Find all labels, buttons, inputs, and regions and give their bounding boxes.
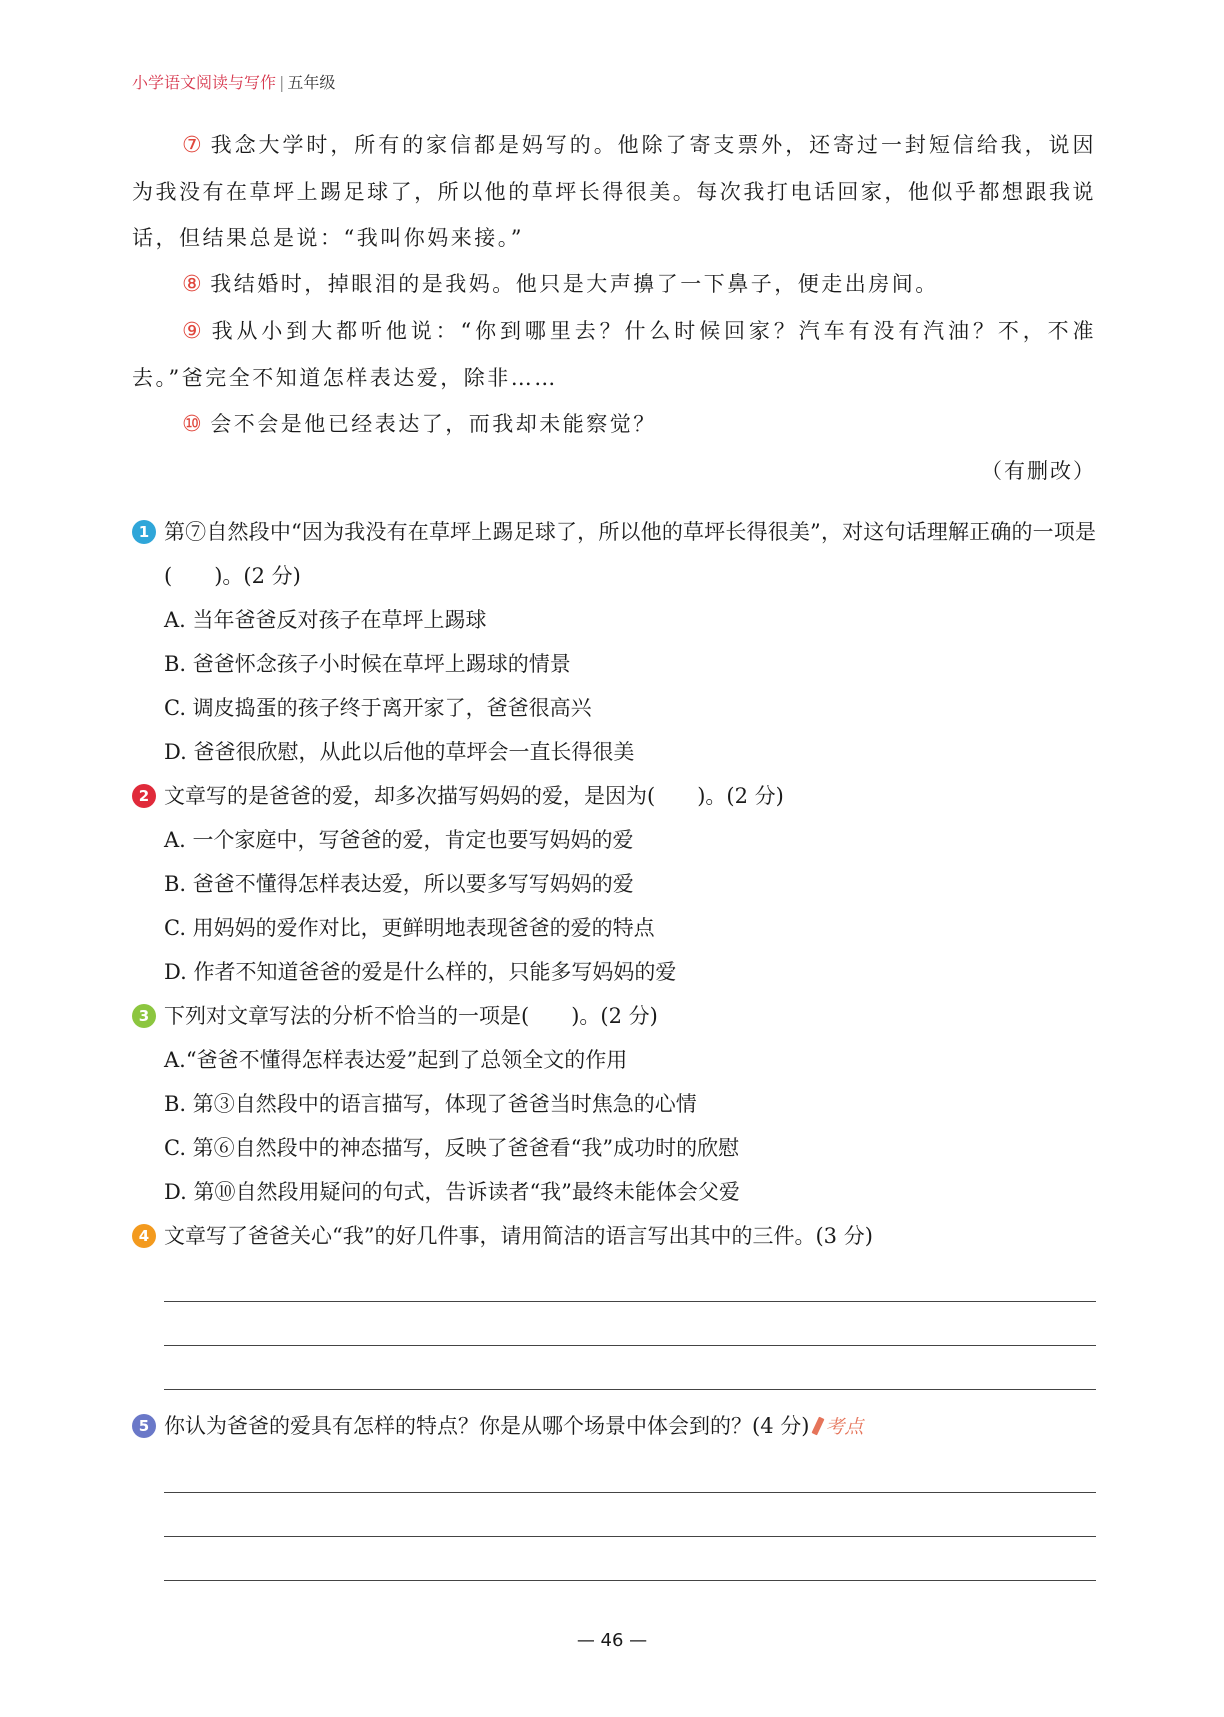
- question-text: 下列对文章写法的分析不恰当的一项是( )。(2 分): [164, 1004, 658, 1028]
- question-number-badge: 3: [132, 1004, 156, 1028]
- paragraph-text: 我从小到大都听他说：“你到哪里去？什么时候回家？汽车有没有汽油？不，不准去。”爸完全不知道怎样表达爱，除非……: [132, 319, 1096, 390]
- option-c[interactable]: C. 第⑥自然段中的神态描写，反映了爸爸看“我”成功时的欣慰: [164, 1136, 740, 1160]
- question-number-badge: 4: [132, 1224, 156, 1248]
- paragraph-7: [132, 122, 1096, 261]
- option-d[interactable]: D. 爸爸很欣慰，从此以后他的草坪会一直长得很美: [164, 740, 635, 764]
- question-text: 文章写了爸爸关心“我”的好几件事，请用简洁的语言写出其中的三件。(3 分): [164, 1224, 873, 1248]
- question-1: [132, 510, 1096, 774]
- option-b[interactable]: B. 第③自然段中的语言描写，体现了爸爸当时焦急的心情: [164, 1092, 697, 1116]
- answer-lines[interactable]: [164, 1449, 1096, 1581]
- question-3: [132, 994, 1096, 1214]
- source-note: （有删改）: [981, 459, 1096, 483]
- pencil-icon: [812, 1417, 825, 1436]
- paragraph-number: ⑦: [182, 133, 205, 158]
- option-d[interactable]: D. 第⑩自然段用疑问的句式，告诉读者“我”最终未能体会父爱: [164, 1180, 740, 1204]
- question-number-badge: 5: [132, 1414, 156, 1438]
- book-title: 小学语文阅读与写作: [132, 73, 277, 92]
- reading-passage: [132, 122, 1096, 494]
- answer-lines[interactable]: [164, 1258, 1096, 1390]
- answer-line[interactable]: [164, 1449, 1096, 1493]
- paragraph-number: ⑨: [182, 319, 206, 344]
- question-number-badge: 1: [132, 520, 156, 544]
- question-text: 文章写的是爸爸的爱，却多次描写妈妈的爱，是因为( )。(2 分): [164, 784, 784, 808]
- option-a[interactable]: A. 一个家庭中，写爸爸的爱，肯定也要写妈妈的爱: [164, 828, 634, 852]
- question-2: [132, 774, 1096, 994]
- kaodian-label: 考点: [825, 1416, 864, 1438]
- question-4: [132, 1214, 1096, 1390]
- question-text: 你认为爸爸的爱具有怎样的特点？你是从哪个场景中体会到的？(4 分): [164, 1414, 810, 1438]
- option-a[interactable]: A.“爸爸不懂得怎样表达爱”起到了总领全文的作用: [164, 1048, 628, 1072]
- question-list: [132, 510, 1096, 1581]
- question-number-badge: 2: [132, 784, 156, 808]
- option-c[interactable]: C. 调皮捣蛋的孩子终于离开家了，爸爸很高兴: [164, 696, 592, 720]
- question-5: [132, 1404, 1096, 1581]
- option-b[interactable]: B. 爸爸怀念孩子小时候在草坪上踢球的情景: [164, 652, 571, 676]
- answer-line[interactable]: [164, 1258, 1096, 1302]
- paragraph-text: 我结婚时，掉眼泪的是我妈。他只是大声擤了一下鼻子，便走出房间。: [210, 272, 939, 296]
- answer-line[interactable]: [164, 1302, 1096, 1346]
- answer-line[interactable]: [164, 1346, 1096, 1390]
- paragraph-text: 我念大学时，所有的家信都是妈写的。他除了寄支票外，还寄过一封短信给我，说因为我没有在草坪上踢足球了，所以他的草坪长得很美。每次我打电话回家，他似乎都想跟我说话，但结果总是说：“我叫你妈来接。”: [132, 133, 1096, 250]
- grade-label: 五年级: [287, 73, 336, 92]
- paragraph-8: [132, 261, 1096, 308]
- page-number: — 46 —: [576, 1630, 648, 1651]
- header-separator: |: [279, 73, 285, 92]
- option-a[interactable]: A. 当年爸爸反对孩子在草坪上踢球: [164, 608, 487, 632]
- answer-line[interactable]: [164, 1537, 1096, 1581]
- option-b[interactable]: B. 爸爸不懂得怎样表达爱，所以要多写写妈妈的爱: [164, 872, 634, 896]
- answer-line[interactable]: [164, 1493, 1096, 1537]
- option-c[interactable]: C. 用妈妈的爱作对比，更鲜明地表现爸爸的爱的特点: [164, 916, 655, 940]
- paragraph-number: ⑩: [182, 412, 205, 437]
- paragraph-10: [132, 401, 1096, 448]
- paragraph-number: ⑧: [182, 272, 205, 297]
- paragraph-9: [132, 308, 1096, 401]
- paragraph-text: 会不会是他已经表达了，而我却未能察觉？: [210, 412, 657, 436]
- option-d[interactable]: D. 作者不知道爸爸的爱是什么样的，只能多写妈妈的爱: [164, 960, 677, 984]
- page-header: [132, 70, 335, 93]
- question-text: 第⑦自然段中“因为我没有在草坪上踢足球了，所以他的草坪长得很美”，对这句话理解正确的一项是( )。(2 分): [164, 520, 1096, 588]
